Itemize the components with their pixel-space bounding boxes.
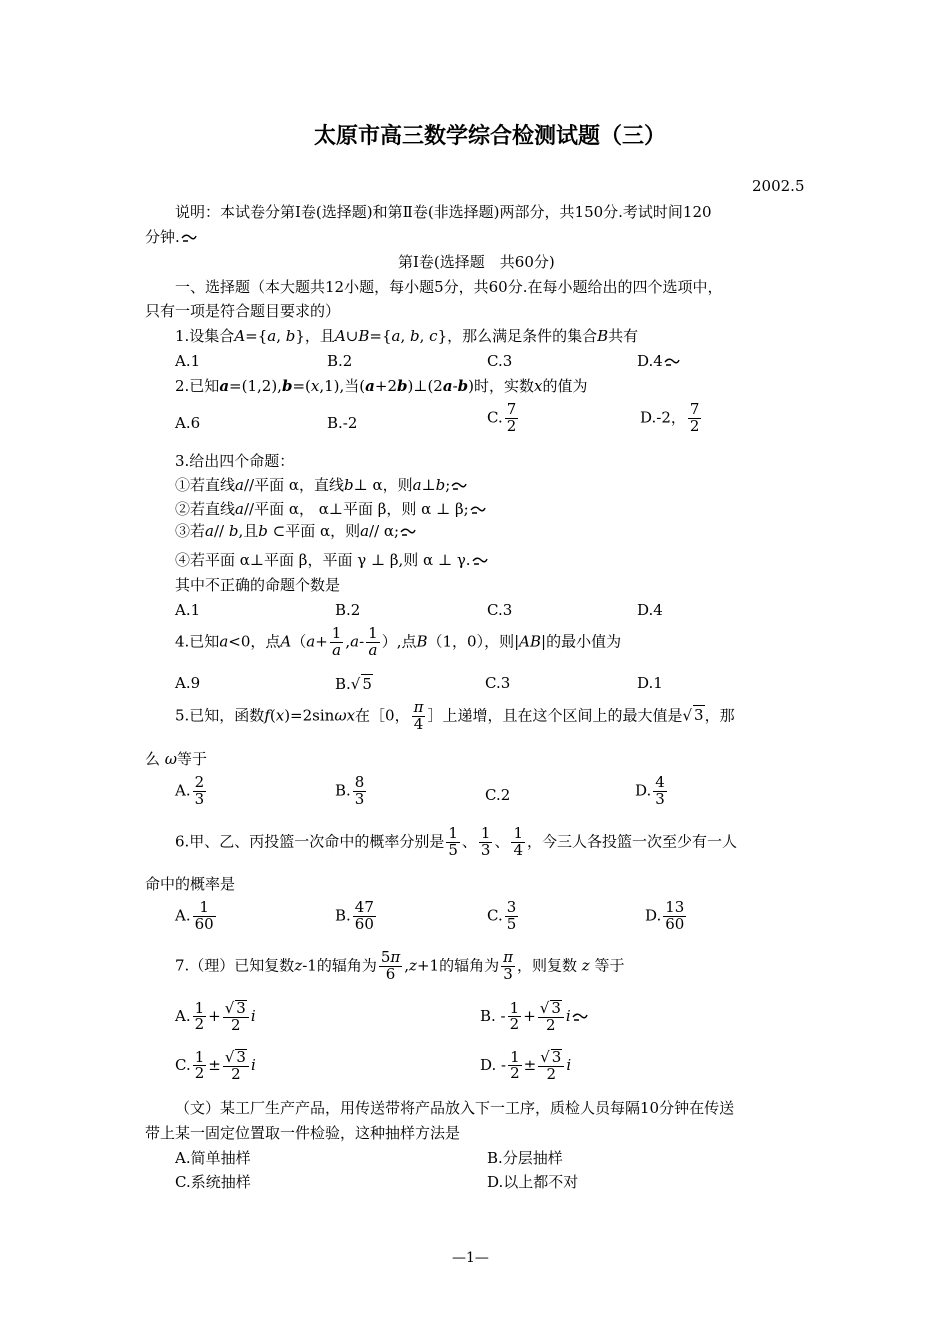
q4-option-c: C.3 [485,674,511,692]
q2-fraction: $\frac{7}{2}$ [506,400,517,435]
q3-prop2-label: ②若直线 [175,500,236,518]
exam-note-text: 分钟. [145,228,180,246]
page-number: —1— [452,1250,489,1266]
q1-option-c: C.3 [487,352,513,370]
q4-stem: 4.已知a<0，点A（a+ $\frac{1}{a}$ ,a- $\frac{1}{a}$ ）,点B（1，0），则|AB|的最小值为 [175,624,622,659]
q5-mid: 上递增，且在这个区间上的最大值是 [442,706,683,725]
q7-option-a: A. $\frac{1}{2}$ + $\frac{√ 3}{2}$ i [175,998,256,1034]
return-mark-icon [399,526,417,538]
q3-prop1: ①若直线a//平面 α，直线b⊥ α，则a⊥b; [175,476,468,494]
q3-prop4: ④若平面 α⊥平面 β，平面 γ ⊥ β,则 α ⊥ γ. [175,551,489,569]
return-mark-icon [469,504,487,516]
q6-stem: 6.甲、乙、丙投篮一次命中的概率分别是 $\frac{1}{5}$ 、 $\frac{1}{3}$ 、 $\frac{1}{4}$ ，今三人各投篮一次至少有一人 [175,824,738,859]
q3-prop3-label: ③若 [175,522,206,540]
q7w-line1: （文）某工厂生产产品，用传送带将产品放入下一工序，质检人员每隔10分钟在传送 [175,1099,735,1117]
q4-option-b-label: B. [335,675,351,693]
section1-intro-line2: 只有一项是符合题目要求的） [145,302,341,320]
q4-prefix: 4.已知 [175,632,220,651]
q7-end: ，则复数 [516,956,577,975]
q7w-line2: 带上某一固定位置取一件检验，这种抽样方法是 [145,1124,461,1142]
q3-option-c: C.3 [487,601,513,619]
q7-tail: 等于 [594,956,625,975]
q4-option-a: A.9 [175,674,201,692]
return-mark-icon [471,555,489,567]
section1-intro-line1: 一、选择题（本大题共12小题，每小题5分，共60分.在每小题给出的四个选项中， [175,278,723,296]
q3-prop4-label: ④若平面 [175,551,236,569]
q6-option-c: C. $\frac{3}{5}$ [487,898,517,933]
q7-stem: 7.（理）已知复数z-1的辐角为 $\frac{5\pi}{6}$ ,z+1的辐角为 $\frac{\pi}{3}$ ，则复数 z 等于 [175,948,625,983]
q6-suffix: ，今三人各投篮一次至少有一人 [527,832,738,851]
q3-prop3: ③若a// b,且b ⊂平面 α，则a// α; [175,522,417,540]
q1-prefix: 1.设集合 [175,327,235,345]
q2-suffix: 时，实数 [474,377,535,395]
return-mark-icon [663,356,681,368]
q2-option-c [487,402,520,435]
q2-end: 的值为 [542,377,588,395]
q3-option-b: B.2 [335,601,361,619]
q6-option-b: B. $\frac{47}{60}$ [335,898,374,933]
q4-suffix: 的最小值为 [546,632,622,651]
q3-stem: 3.给出四个命题： [175,452,295,470]
q3-question: 其中不正确的命题个数是 [175,576,341,594]
page-title: 太原市高三数学综合检测试题（三） [314,124,667,149]
q5-prefix: 5.已知，函数 [175,706,265,725]
q5-option-a: A. $\frac{2}{3}$ [175,773,205,808]
q5-line2-end: 等于 [177,750,208,768]
q2-prefix: 2.已知 [175,377,220,395]
q5-option-d: D. $\frac{4}{3}$ [635,773,665,808]
q6-prefix: 6.甲、乙、丙投篮一次命中的概率分别是 [175,832,445,851]
q7-mid2: 的辐角为 [439,956,500,975]
q5-stem: 5.已知，函数f(x)=2sinωx在［0， $\frac{\pi}{4}$ ］上递增，且在这个区间上的最大值是√ 3，那 [175,698,735,733]
exam-note-line2 [145,228,198,246]
q2-stem: 2.已知a=(1,2),b=(x,1),当(a+2b)⊥(2a-b)时，实数x的值为 [175,377,588,395]
q4-sqrt-value: 5 [362,675,372,693]
q3-option-a: A.1 [175,601,201,619]
q6-line2: 命中的概率是 [145,875,236,893]
q7w-option-b: B.分层抽样 [487,1149,563,1167]
q2-fraction: $\frac{7}{2}$ [689,400,700,435]
q3-prop2: ②若直线a//平面 α， α⊥平面 β，则 α ⊥ β; [175,500,487,518]
q5-line2: 么 ω等于 [145,750,208,768]
q7-option-d: D. - $\frac{1}{2}$ ± $\frac{√ 3}{2}$ i [480,1047,572,1083]
q2-option-d [640,402,703,435]
q7-option-c: C. $\frac{1}{2}$ ± $\frac{√ 3}{2}$ i [175,1047,256,1083]
q7-mid1: 的辐角为 [316,956,377,975]
q2-option-a: A.6 [175,414,201,432]
q5-end: ，那 [704,706,735,725]
q3-option-d: D.4 [637,601,663,619]
q7w-option-c: C.系统抽样 [175,1173,251,1191]
q1-option-a: A.1 [175,352,201,370]
exam-note-line1: 说明：本试卷分第Ⅰ卷(选择题)和第Ⅱ卷(非选择题)两部分，共150分.考试时间120 [175,203,712,221]
q4-option-b: B.√ 5 [335,675,372,693]
q1-option-d-label: D.4 [637,352,663,370]
q2-option-b: B.-2 [327,414,358,432]
section1-title: 第Ⅰ卷(选择题 共60分) [398,253,555,271]
q2-option-c-label: C. [487,408,503,427]
q1-option-d [637,352,681,370]
q7-option-b: B. - $\frac{1}{2}$ + $\frac{√ 3}{2}$ i [480,1000,589,1034]
exam-date: 2002.5 [752,177,805,195]
q2-option-d-label: D.-2， [640,408,686,427]
q5-option-b: B. $\frac{8}{3}$ [335,773,365,808]
return-mark-icon [180,232,198,244]
q1-option-b: B.2 [327,352,353,370]
return-mark-icon [450,480,468,492]
q3-prop1-label: ①若直线 [175,476,236,494]
q1-stem: 1.设集合A={a, b}，且A∪B={a, b, c}，那么满足条件的集合B共有 [175,327,639,345]
q4-option-d: D.1 [637,674,663,692]
q5-option-c: C.2 [485,786,511,804]
q5-line2-label: 么 [145,750,161,768]
return-mark-icon [571,1011,589,1023]
q7-prefix: 7.（理）已知复数 [175,956,295,975]
q7w-option-a: A.简单抽样 [175,1149,251,1167]
q6-option-d: D. $\frac{13}{60}$ [645,898,685,933]
q7w-option-d: D.以上都不对 [487,1173,579,1191]
q6-option-a: A. $\frac{1}{60}$ [175,898,214,933]
